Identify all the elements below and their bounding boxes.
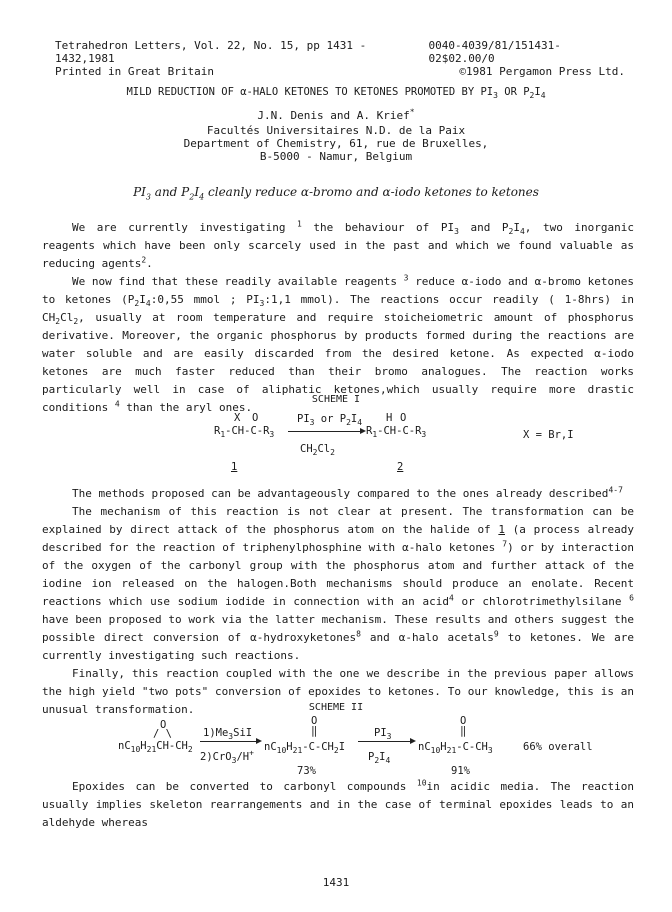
- paragraph: Finally, this reaction coupled with the one we describe in the previous paper allows the high yield "two pots" conversion of epoxides to ketones. To our knowledge, this is an unusual transformation.: [42, 667, 634, 716]
- printed-location: Printed in Great Britain: [55, 65, 214, 78]
- authors: J.N. Denis and A. Krief*: [257, 107, 415, 122]
- scheme1-reactant-x: X: [234, 412, 241, 424]
- copyright: ©1981 Pergamon Press Ltd.: [459, 65, 625, 78]
- paragraph: Epoxides can be converted to carbonyl compounds $^{10}$in acidic media. The reaction usually implies skeleton rearrangements and in the case of terminal epoxides leads to an aldehyde whereas: [42, 778, 634, 829]
- paper-title: MILD REDUCTION OF α-HALO KETONES TO KETONES PROMOTED BY $PI_3$ OR $P_2I_4$: [126, 86, 546, 101]
- discussion-paragraphs: [42, 485, 634, 719]
- scheme2-arrowhead-1: [256, 738, 262, 744]
- scheme2-product-dbond: ‖: [460, 725, 467, 737]
- scheme2-arrowhead-2: [410, 738, 416, 744]
- scheme1-product: $R_1-CH-C-R_3$: [366, 425, 427, 440]
- scheme2-yield-2: 91%: [451, 765, 470, 777]
- scheme1-compound-2: 2: [397, 461, 404, 473]
- affiliation-line: B-5000 - Namur, Belgium: [259, 150, 413, 163]
- scheme1-reactant-o: O: [252, 412, 259, 424]
- scheme1-reagent: $PI_3$ or $P_2I_4$: [297, 413, 363, 428]
- journal-citation: Tetrahedron Letters, Vol. 22, No. 15, pp 1431 - 1432,1981: [55, 39, 367, 65]
- scheme2-overall-yield: 66% overall: [523, 741, 593, 753]
- affiliation-line: Department of Chemistry, 61, rue de Bruxelles,: [183, 137, 489, 150]
- scheme2-intermediate: $nC_{10}H_{21}-C-CH_2I$: [264, 741, 346, 756]
- scheme1-solvent: $CH_2Cl_2$: [300, 443, 335, 458]
- affiliation: [0, 124, 672, 163]
- scheme2-product-o: O: [460, 715, 467, 727]
- journal-header: [55, 39, 625, 78]
- paragraph: The methods proposed can be advantageously compared to the ones already described$^{4-7}$: [72, 485, 623, 500]
- scheme1-product-h: H: [386, 412, 393, 424]
- scheme2-product: $nC_{10}H_{21}-C-CH_3$: [418, 741, 493, 756]
- abstract: $PI_3$ and $P_2I_4$ cleanly reduce α-bromo and α-iodo ketones to ketones: [133, 185, 539, 202]
- article-code: 0040-4039/81/151431-02$02.00/0: [428, 39, 561, 65]
- scheme2-intermediate-o: O: [311, 715, 318, 727]
- scheme1-reactant: $R_1-CH-C-R_3$: [214, 425, 275, 440]
- affiliation-line: Facultés Universitaires N.D. de la Paix: [206, 124, 466, 137]
- page-number: 1431: [322, 876, 350, 889]
- scheme1-x-definition: X = Br,I: [523, 429, 574, 441]
- closing-paragraph: [42, 778, 634, 832]
- scheme2-step2-top: $PI_3$: [374, 727, 392, 742]
- scheme1-product-o: O: [400, 412, 407, 424]
- scheme2-intermediate-dbond: ‖: [311, 725, 318, 737]
- scheme1-compound-1: 1: [231, 461, 238, 473]
- scheme2-start: $nC_{10}H_{21}CH-CH_2$: [118, 740, 193, 755]
- scheme1-arrow: [288, 431, 362, 432]
- scheme2-arrow-2: [358, 741, 412, 742]
- scheme2-epoxide-bonds: / \: [153, 728, 172, 740]
- paragraph: We now find that these readily available reagents $^3$ reduce α-iodo and α-bromo ketones to ketones ($P_2I_4:0,55$ mmol ; $PI_3:1,1$ mmol). The reactions occur readily ( 1-8hrs) in $CH_2Cl_2$, usually at room temperature and require stoicheiometric amount of phosphorus derivative. Moreover, the organic phosphorus by products formed during the reactions are water soluble and are easily discarded from the desired ketone. As expected α-iodo ketones are much faster reduced than their bromo analogues. The reaction works particularly well in case of aliphatic ketones,which usually require more drastic conditions $^4$ than the aryl ones.: [42, 273, 635, 414]
- scheme2-epoxide-o: O: [160, 719, 167, 731]
- scheme2-step2-bottom: $P_2I_4$: [368, 751, 391, 766]
- intro-paragraphs: [42, 219, 634, 417]
- paragraph: We are currently investigating $^1$ the behaviour of $PI_3$ and $P_2I_4$, two inorganic reagents which have been only scarcely used in the past and which we found valuable as reducing agents$^2$.: [42, 219, 634, 270]
- paragraph: The mechanism of this reaction is not clear at present. The transformation can be explained by direct attack of the phosphorus atom on the halide of 1 (a process already described for the reaction of triphenylphosphine with α-halo ketones $^7$) or by interaction of the oxygen of the carbonyl group with the phosphorus atom and further attack of the iodine ion released on the halogen.Both mechanisms should produce an enolate. Recent reactions which use sodium iodide in connection with an acid$^4$ or chlorotrimethylsilane $^6$ have been proposed to work via the latter mechanism. These results and others suggest the possible direct conversion of α-hydroxyketones$^8$ and α-halo acetals$^9$ to ketones. We are currently investigating such reactions.: [42, 505, 634, 662]
- scheme2-step1-top: $1)Me_3SiI$: [203, 727, 253, 742]
- scheme2-label: SCHEME II: [308, 702, 364, 713]
- scheme2-yield-1: 73%: [297, 765, 316, 777]
- scheme1-label: SCHEME I: [311, 394, 361, 405]
- scheme2-step1-bottom: 2)CrO$_3$/H+: [200, 748, 254, 766]
- scheme2-arrow-1: [200, 741, 258, 742]
